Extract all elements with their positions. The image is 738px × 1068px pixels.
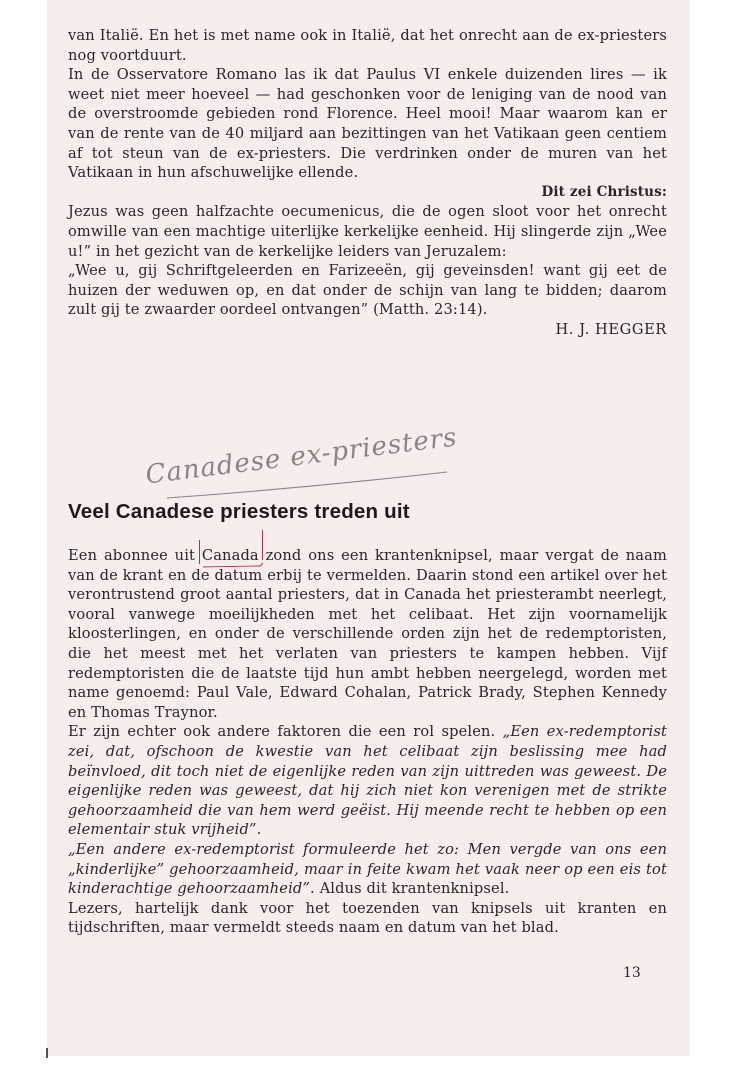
article-paragraph-4: Lezers, hartelijk dank voor het toezenden van knipsels uit kranten en tijdschriften, maar vermeldt steeds naam en datum van het blad. xyxy=(68,899,667,937)
author-signature: H. J. HEGGER xyxy=(555,320,667,338)
paragraph-jezus: Jezus was geen halfzachte oecumenicus, die de ogen sloot voor het onrecht omwille van een machtige uiterlijke kerkelijke eenheid. Hij slingerde zijn „Wee u!” in het gezicht van de kerkelijke leiders van Jeruzalem: xyxy=(68,203,667,260)
pen-mark-right xyxy=(262,530,263,560)
scan-edge-mark xyxy=(46,1048,48,1058)
pen-mark-left xyxy=(199,540,200,564)
p2-plain: Er zijn echter ook andere faktoren die een rol spelen. xyxy=(68,723,503,741)
paragraph-italie: van Italië. En het is met name ook in Italië, dat het onrecht aan de ex-priesters nog voortduurt. xyxy=(68,27,667,64)
article-paragraph-2 xyxy=(68,722,667,840)
paragraph-osservatore: In de Osservatore Romano las ik dat Paulus VI enkele duizenden lires — ik weet niet meer hoeveel — had geschonken voor de leniging van de nood van de overstroomde gebieden rond Florence. Heel mooi! Maar waarom kan er van de rente van de 40 miljard aan bezittingen van het Vatikaan geen centiem af tot steun van de ex-priesters. Die verdrinken onder de muren van het Vatikaan in hun afschuwelijke ellende. xyxy=(68,66,667,182)
marked-word-text: Canada xyxy=(201,547,259,564)
p2-italic-quote: „Een ex-redemptorist zei, dat, ofschoon de kwestie van het celibaat zijn beslissing mee had beïnvloed, dit toch niet de eigenlijke reden van zijn uittreden was geweest. De eigenlijke reden was geweest, dat hij zich niet kon verenigen met de strikte gehoorzaamheid die van hem werd geëist. Hij meende recht te hebben op een elementair stuk vrijheid”. xyxy=(68,723,667,839)
bible-quote: „Wee u, gij Schriftgeleerden en Farizeeën, gij geveinsden! want gij eet de huizen der weduwen op, en dat onder de schijn van lang te bidden; daarom zult gij te zwaarder oordeel ontvangen” (Matth. 23:14). xyxy=(68,262,667,319)
marked-word-canada xyxy=(202,546,259,566)
article-paragraph-1 xyxy=(68,546,667,722)
article-body xyxy=(68,546,667,938)
p1-after: zond ons een krantenknipsel, maar vergat de naam van de krant en de datum erbij te vermelden. Daarin stond een artikel over het verontrustend groot aantal priesters, dat in Canada het priesterambt neerlegt, vooral vanwege moeilijkheden met het celibaat. Het zijn voornamelijk kloosterlingen, en onder de verschillende orden zijn het de redemptoristen, die het meest met het verlaten van priesters te kampen hebben. Vijf redemptoristen die de laatste tijd hun ambt hebben neergelegd, worden met name genoemd: Paul Vale, Edward Cohalan, Patrick Brady, Stephen Kennedy en Thomas Traynor. xyxy=(68,547,668,721)
book-page xyxy=(47,0,690,1056)
handwritten-note-text: Canadese ex-priesters xyxy=(143,422,460,491)
p1-before: Een abonnee uit xyxy=(68,547,202,564)
article-paragraph-3 xyxy=(68,840,667,899)
top-section xyxy=(68,26,667,340)
page-number: 13 xyxy=(623,965,641,981)
handwritten-annotation xyxy=(127,420,467,510)
p3-italic-quote: „Een andere ex-redemptorist formuleerde het zo: Men vergde van ons een „kinderlijke” gehoorzaamheid, maar in feite kwam het vaak neer op een eis tot kinderachtige gehoorzaamheid”. xyxy=(68,840,667,898)
p3-plain: Aldus dit krantenknipsel. xyxy=(314,880,510,898)
article-title: Veel Canadese priesters treden uit xyxy=(68,500,410,523)
subheading-dit-zei-christus: Dit zei Christus: xyxy=(541,183,667,200)
